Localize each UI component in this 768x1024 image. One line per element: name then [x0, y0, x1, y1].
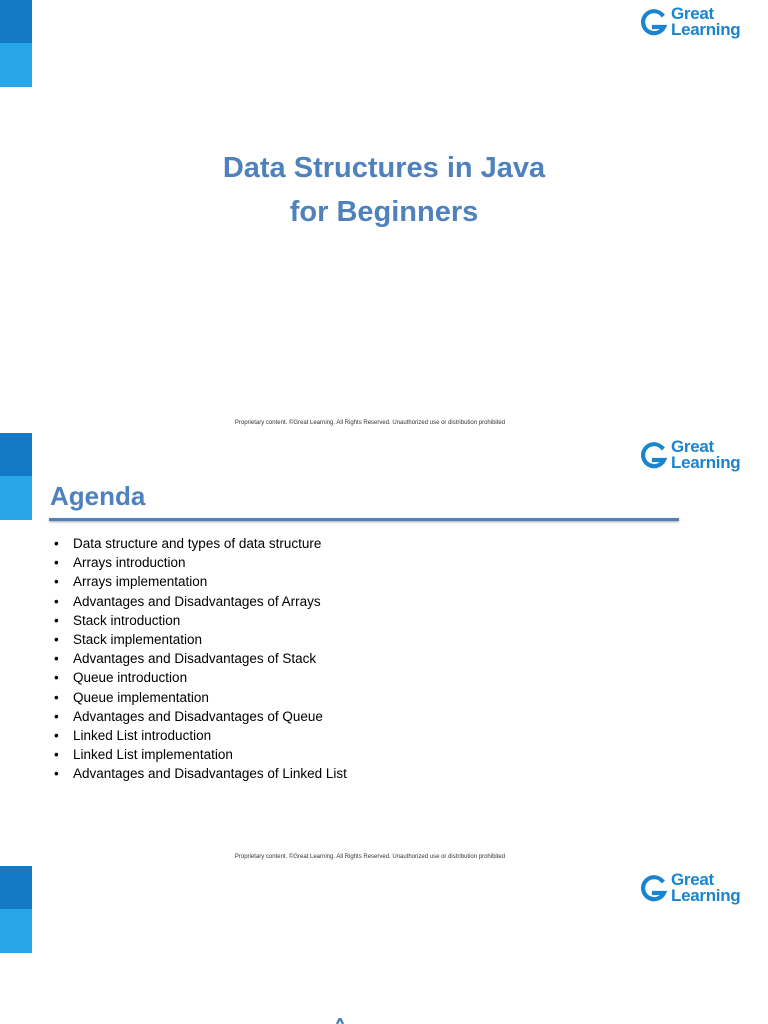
g-logo-icon — [641, 8, 667, 38]
agenda-list — [54, 534, 347, 784]
slide-title-line1: Data Structures in Java — [222, 152, 546, 184]
agenda-slide — [0, 433, 768, 865]
logo-text-learning: Learning — [671, 20, 741, 39]
list-item: • Linked List introduction — [54, 726, 347, 745]
accent-bar-dark — [0, 866, 32, 909]
heading-divider — [49, 518, 679, 521]
list-item: • Arrays implementation — [54, 572, 347, 591]
list-item: • Advantages and Disadvantages of Queue — [54, 707, 347, 726]
accent-bar-light — [0, 909, 32, 953]
list-item: • Queue implementation — [54, 688, 347, 707]
great-learning-logo — [641, 872, 753, 908]
list-item: • Linked List implementation — [54, 745, 347, 764]
logo-text-great: Great — [671, 437, 714, 456]
list-item: • Stack implementation — [54, 630, 347, 649]
list-item: • Data structure and types of data structure — [54, 534, 347, 553]
accent-bar-light — [0, 476, 32, 520]
copyright-footer: Proprietary content. ©Great Learning. All Rights Reserved. Unauthorized use or distribution prohibited — [234, 420, 506, 426]
list-item: • Advantages and Disadvantages of Stack — [54, 649, 347, 668]
logo-text-learning: Learning — [671, 453, 741, 472]
accent-bar-dark — [0, 0, 32, 43]
title-slide — [0, 0, 768, 432]
list-item: • Advantages and Disadvantages of Arrays — [54, 592, 347, 611]
next-slide-partial — [0, 866, 768, 1024]
list-item: • Queue introduction — [54, 668, 347, 687]
agenda-heading: Agenda — [50, 481, 146, 511]
list-item: • Arrays introduction — [54, 553, 347, 572]
slide-title — [0, 146, 768, 234]
list-item: • Stack introduction — [54, 611, 347, 630]
g-logo-icon — [641, 441, 667, 471]
logo-text-great: Great — [671, 4, 714, 23]
logo-text-great: Great — [671, 870, 714, 889]
accent-bar-dark — [0, 433, 32, 476]
list-item: • Advantages and Disadvantages of Linked List — [54, 764, 347, 783]
logo-text-learning: Learning — [671, 886, 741, 905]
slide-title-line2: for Beginners — [289, 196, 479, 228]
accent-bar-light — [0, 43, 32, 87]
copyright-footer: Proprietary content. ©Great Learning. All Rights Reserved. Unauthorized use or distribution prohibited — [234, 854, 506, 860]
great-learning-logo — [641, 6, 753, 42]
g-logo-icon — [641, 874, 667, 904]
cut-off-heading-glyph — [335, 1018, 345, 1024]
great-learning-logo — [641, 439, 753, 475]
